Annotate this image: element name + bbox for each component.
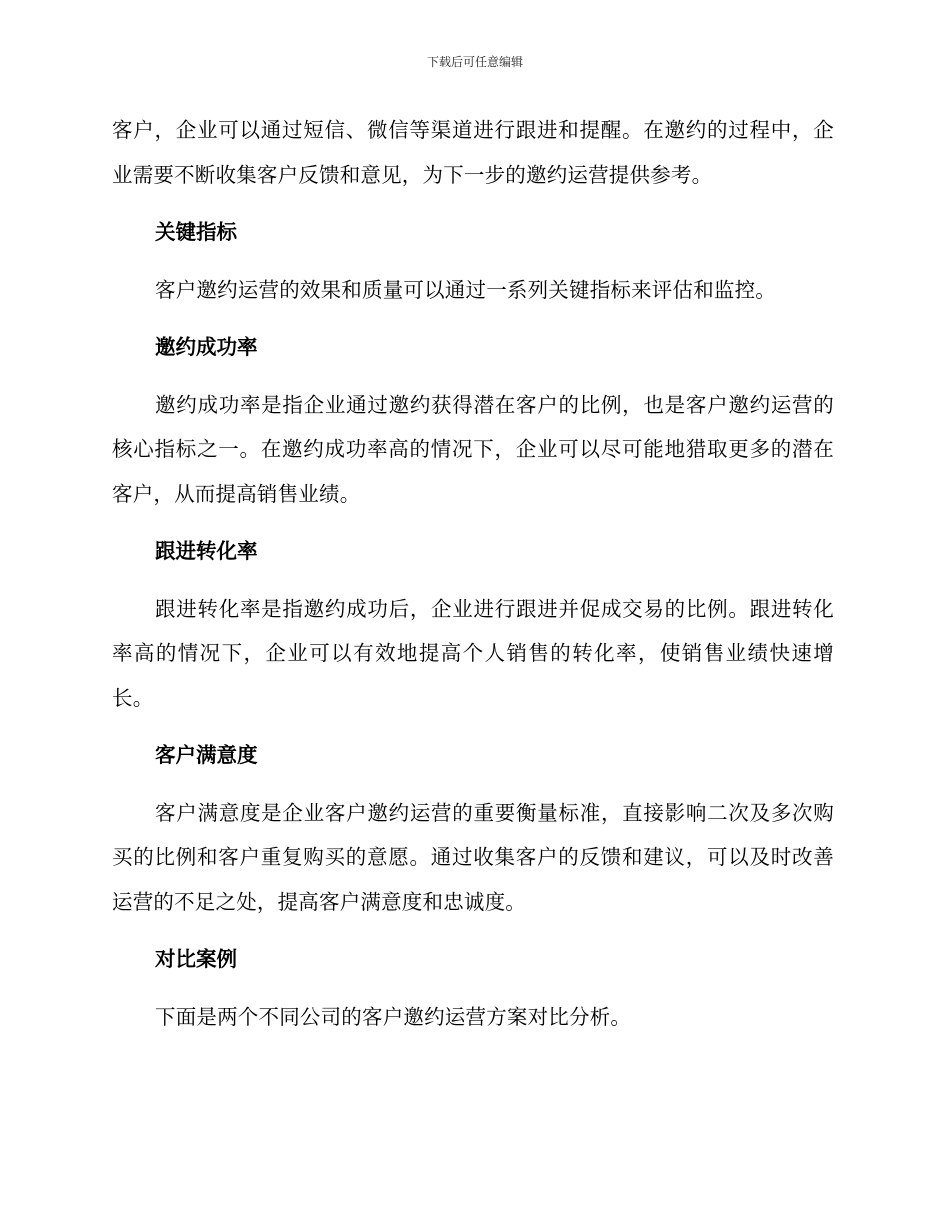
section-heading-key-metrics: 关键指标: [155, 220, 237, 244]
paragraph-customer-satisfaction: 客户满意度是企业客户邀约运营的重要衡量标准，直接影响二次及多次购买的比例和客户重复购买的意愿。通过收集客户的反馈和建议，可以及时改善运营的不足之处，提高客户满意度和忠诚度。: [112, 800, 834, 914]
paragraph-followup-conversion-rate: 跟进转化率是指邀约成功后，企业进行跟进并促成交易的比例。跟进转化率高的情况下，企业可以有效地提高个人销售的转化率，使销售业绩快速增长。: [112, 596, 834, 710]
section-heading-followup-conversion-rate: 跟进转化率: [155, 539, 258, 563]
paragraph-comparison-cases: 下面是两个不同公司的客户邀约运营方案对比分析。: [155, 1004, 632, 1029]
paragraph-key-metrics: 客户邀约运营的效果和质量可以通过一系列关键指标来评估和监控。: [155, 277, 776, 302]
section-heading-customer-satisfaction: 客户满意度: [155, 743, 258, 767]
paragraph-followup: 客户，企业可以通过短信、微信等渠道进行跟进和提醒。在邀约的过程中，企业需要不断收集客户反馈和意见，为下一步的邀约运营提供参考。: [112, 118, 834, 187]
section-heading-comparison-cases: 对比案例: [155, 947, 237, 971]
section-heading-invite-success-rate: 邀约成功率: [155, 335, 258, 359]
document-body: [112, 108, 834, 1039]
page-header: 下载后可任意编辑: [426, 55, 523, 69]
paragraph-invite-success-rate: 邀约成功率是指企业通过邀约获得潜在客户的比例，也是客户邀约运营的核心指标之一。在邀约成功率高的情况下，企业可以尽可能地猎取更多的潜在客户，从而提高销售业绩。: [112, 392, 834, 506]
